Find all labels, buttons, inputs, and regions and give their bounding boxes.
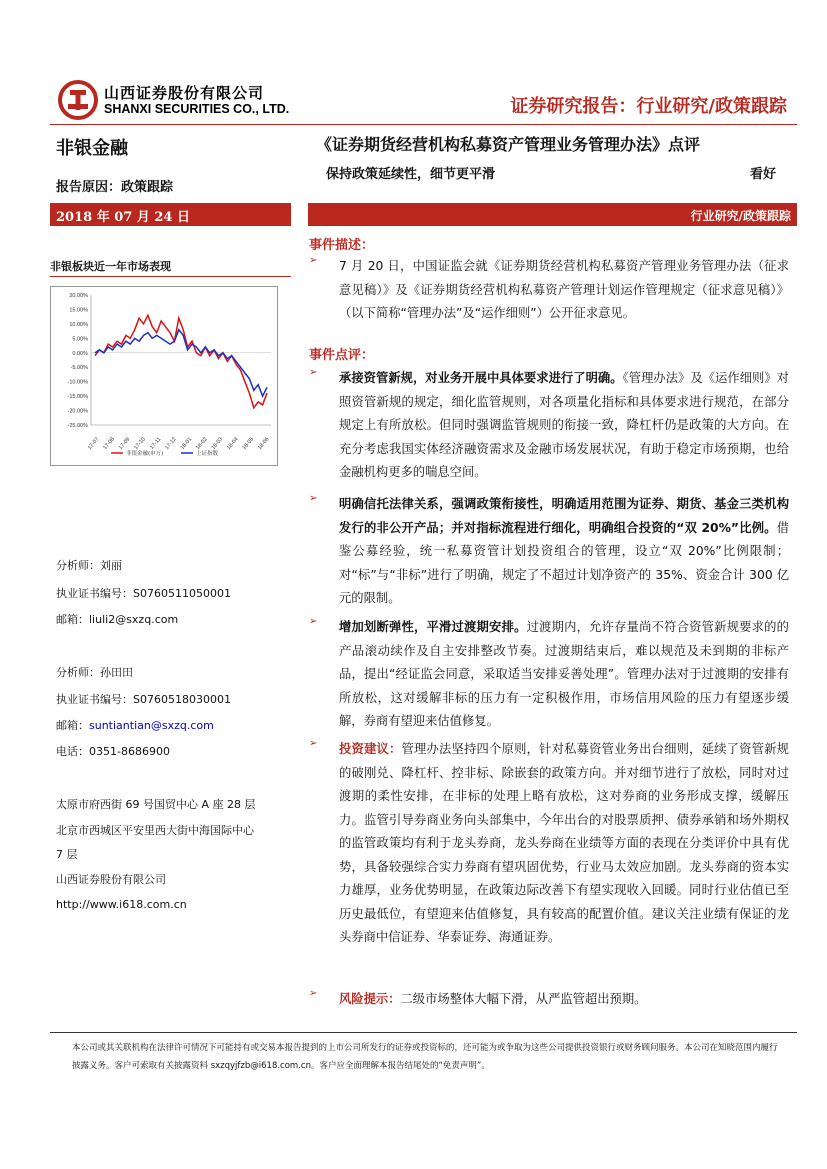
bullet-arrow-icon: ➢ — [309, 367, 318, 378]
company-name-en: SHANXI SECURITIES CO., LTD. — [104, 102, 290, 116]
x-tick-label: 18-04 — [225, 436, 240, 452]
address-taiyuan: 太原市府西街 69 号国贸中心 A 座 28 层 — [56, 798, 256, 811]
y-tick-label: -25.00% — [67, 423, 88, 429]
x-tick-label: 18-01 — [179, 436, 194, 452]
event-desc-text: 7 月 20 日，中国证监会就《证券期货经营机构私募资产管理业务管理办法（征求意见稿）》及《证券期货经营机构私募资产管理计划运作管理规定（征求意见稿）》（以下简称“管理办法”及“运作细则”）公开征求意见。 — [339, 259, 789, 320]
x-tick-label: 17-12 — [164, 436, 178, 452]
report-reason: 报告原因：政策跟踪 — [56, 180, 174, 195]
legend-label-1: 非银金融(申万) — [126, 451, 164, 457]
comment-2-text: 借鉴公募经验，统一私募资管计划投资组合的管理，设立“双 20%”比例限制；对“标”与“非标”进行了明确，规定了不超过计划净资产的 35%、资金合计 300 亿元的限制。 — [339, 520, 789, 605]
analyst-1-email-row — [56, 611, 178, 627]
y-tick-label: -10.00% — [67, 379, 88, 386]
series-line-2 — [95, 330, 267, 396]
x-tick-label: 18-02 — [195, 436, 209, 452]
analyst-2-name: 分析师：孙田田 — [56, 666, 133, 679]
bullet-arrow-icon: ➢ — [309, 493, 318, 504]
analyst-2-phone: 电话：0351-8686900 — [56, 745, 170, 758]
bullet-arrow-icon: ➢ — [309, 616, 318, 627]
bullet-arrow-icon: ➢ — [309, 988, 318, 999]
market-chart — [51, 287, 277, 465]
event-desc-heading: 事件描述： — [309, 238, 375, 253]
x-tick-label: 17-10 — [133, 436, 147, 452]
comment-1-lead: 承接资管新规，对业务开展中具体要求进行了明确。 — [339, 371, 623, 385]
y-tick-label: 15.00% — [69, 307, 88, 314]
comment-5-text: 二级市场整体大幅下滑，从严监管超出预期。 — [400, 992, 647, 1006]
x-tick-label: 18-03 — [210, 436, 225, 452]
y-tick-label: -20.00% — [67, 408, 88, 415]
comment-3-text: 过渡期内，允许存量尚不符合资管新规要求的的产品滚动续作及自主安排整改节奏。过渡期结束后，难以规范及未到期的非标产品，提出“经证监会同意，采取适当安排妥善处理”。管理办法对于过渡期的安排有所放松，这对缓解非标的压力有一定积极作用，市场信用风险的压力有望逐步缓解，券商有望迎来估值修复。 — [339, 620, 789, 728]
comment-1-text: 《管理办法》及《运作细则》对照资管新规的规定，细化监管规则，对各项量化指标和具体要求进行规范，在部分规定上有所放松。但同时强调监管规则的衔接一致，降杠杆仍是政策的大方向。在充分考虑我国实体经济融资需求及金融市场发展状况，有助于稳定市场预期，也给金融机构更多的喘息空间。 — [339, 371, 789, 479]
series-line-1 — [95, 315, 267, 408]
analyst-1-name: 分析师：刘丽 — [56, 559, 122, 572]
company-name-cn: 山西证券股份有限公司 — [104, 84, 265, 102]
y-tick-label: 10.00% — [69, 321, 88, 328]
x-tick-label: 18-05 — [241, 436, 256, 452]
header-divider — [50, 124, 797, 125]
comment-5-paragraph — [339, 988, 789, 1012]
analyst-2-email-row — [56, 717, 214, 733]
comment-1-paragraph — [339, 367, 789, 485]
comment-3-paragraph — [339, 616, 789, 734]
y-tick-label: 0.00% — [72, 350, 88, 357]
comment-4-text: 管理办法坚持四个原则，针对私募资管业务出台细则，延续了资管新规的破刚兑、降杠杆、控非标、除嵌套的政策方向。并对细节进行了放松，同时对过渡期的柔性安排，在非标的处理上略有放松，这对券商的业务形成支撑，缓解压力。监管引导券商业务向头部集中，今年出台的对股票质押、债券承销和场外期权的监管政策均有利于龙头券商，龙头券商在业绩等方面的表现在分类评价中具有优势，具备较强综合实力券商有望巩固优势，行业马太效应加剧。龙头券商的资本实力雄厚，业务优势明显，在政策边际改善下有望实现收入回暖。同时行业估值已至历史最低位，有望迎来估值修复，具有较高的配置价值。建议关注业绩有保证的龙头券商中信证券、华泰证券、海通证券。 — [339, 742, 789, 944]
chart-frame — [50, 286, 278, 466]
disclaimer: 本公司或其关联机构在法律许可情况下可能持有或交易本报告提到的上市公司所发行的证券或投资标的，还可能为或争取为这些公司提供投资银行或财务顾问服务。本公司在知晓范围内履行披露义务。客户可索取有关披露资料 sxzqyjfzb@i618.com.cn。客户应全面理解本报告结尾处的“免责声明”。 — [72, 1043, 778, 1071]
company-website[interactable]: http://www.i618.com.cn — [56, 898, 187, 911]
comment-4-paragraph — [339, 738, 789, 950]
analyst-1-email-label: 邮箱： — [56, 613, 89, 626]
comment-2-lead: 明确信托法律关系，强调政策衔接性，明确适用范围为证券、期货、基金三类机构发行的非公开产品；并对指标流程进行细化，明确组合投资的“双 20%”比例。 — [339, 497, 789, 535]
analyst-2-cert: 执业证书编号：S0760518030001 — [56, 693, 231, 706]
y-tick-label: 5.00% — [72, 336, 88, 343]
rating: 看好 — [750, 167, 777, 182]
comment-3-lead: 增加划断弹性，平滑过渡期安排。 — [339, 620, 527, 634]
comment-5-lead: 风险提示： — [339, 992, 401, 1006]
company-name-footer: 山西证券股份有限公司 — [56, 873, 166, 886]
analyst-1-email[interactable]: liuli2@sxzq.com — [89, 613, 179, 626]
analyst-2-email[interactable]: suntiantian@sxzq.com — [89, 719, 214, 732]
bullet-arrow-icon: ➢ — [309, 255, 318, 266]
chart-title: 非银板块近一年市场表现 — [50, 260, 171, 273]
legend-label-2: 上证指数 — [196, 451, 219, 457]
bullet-arrow-icon: ➢ — [309, 738, 318, 749]
x-tick-label: 17-08 — [102, 436, 116, 452]
analyst-2-email-label: 邮箱： — [56, 719, 89, 732]
y-tick-label: 20.00% — [69, 293, 88, 299]
y-tick-label: -15.00% — [67, 394, 88, 401]
address-beijing-line2: 7 层 — [56, 848, 78, 861]
x-tick-label: 17-09 — [117, 436, 132, 452]
company-logo — [58, 80, 98, 120]
footer-divider — [50, 1032, 797, 1033]
x-tick-label: 17-07 — [86, 436, 101, 452]
chart-divider — [50, 276, 291, 277]
category-bar — [308, 203, 797, 226]
analyst-1-cert: 执业证书编号：S0760511050001 — [56, 587, 231, 600]
event-comment-heading: 事件点评： — [309, 348, 375, 363]
address-beijing-line1: 北京市西城区平安里西大街中海国际中心 — [56, 824, 254, 837]
x-tick-label: 18-06 — [256, 436, 271, 452]
y-tick-label: -5.00% — [70, 365, 88, 372]
sector-label: 非银金融 — [56, 138, 128, 159]
category-label: 行业研究/政策跟踪 — [690, 209, 791, 223]
report-title: 《证券期货经营机构私募资产管理业务管理办法》点评 — [316, 135, 701, 154]
report-type: 证券研究报告：行业研究/政策跟踪 — [510, 96, 787, 117]
report-subtitle: 保持政策延续性，细节更平滑 — [326, 167, 496, 182]
comment-4-lead: 投资建议： — [339, 742, 402, 756]
report-date: 2018 年 07 月 24 日 — [50, 203, 291, 226]
x-tick-label: 17-11 — [148, 436, 163, 451]
comment-2-paragraph — [339, 493, 789, 611]
